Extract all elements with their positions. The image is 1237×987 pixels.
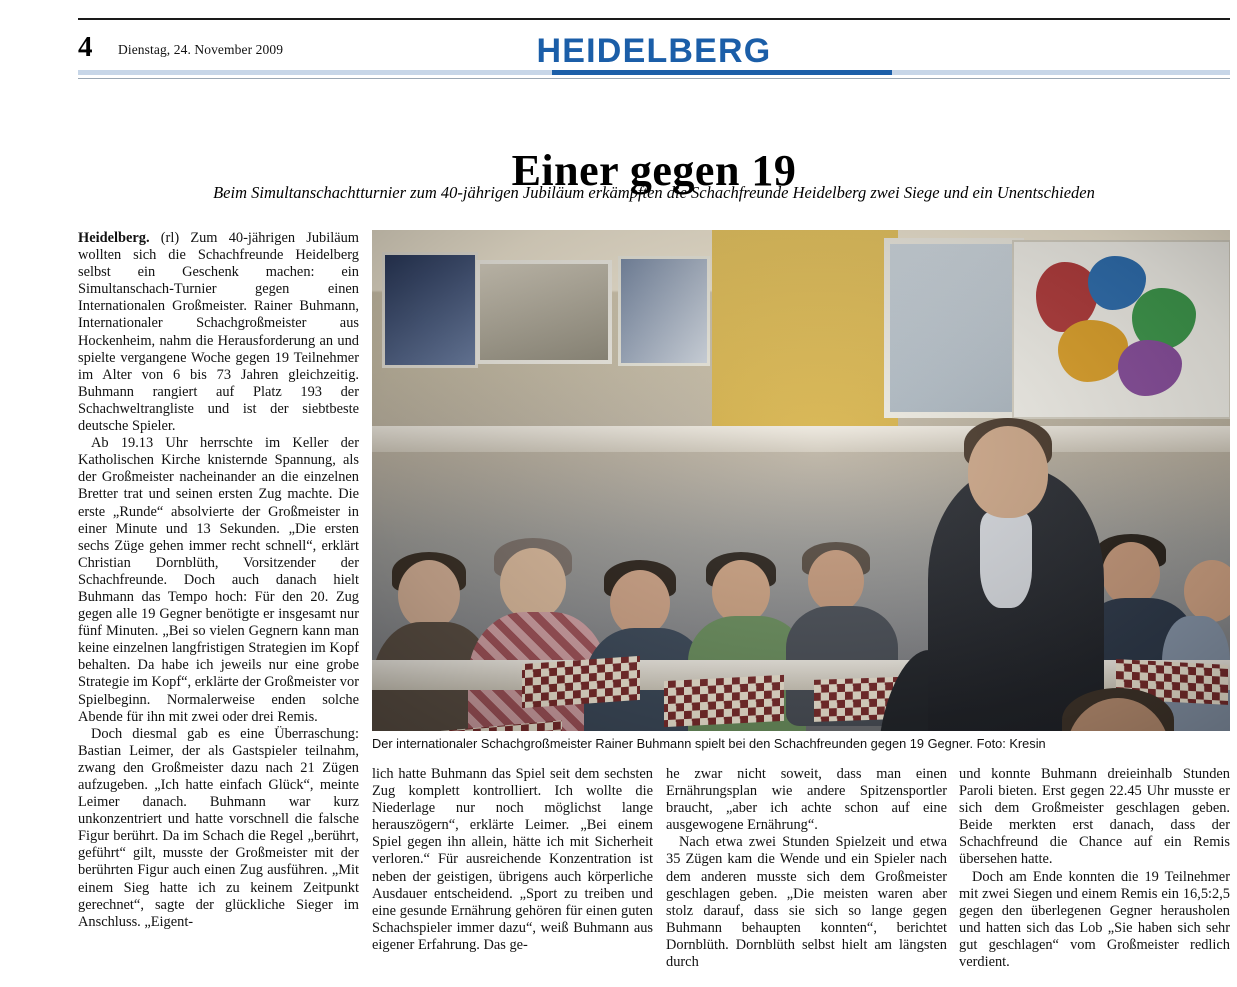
photo-caption: Der internationaler Schachgroßmeister Rainer Buhmann spielt bei den Schachfreunden gegen 19 Gegner. Foto: Kresin	[372, 736, 1046, 751]
photo-scene	[372, 230, 1230, 731]
paragraph: lich hatte Buhmann das Spiel seit dem sechsten Zug komplett kontrolliert. Ich wollte die Niederlage nur noch möglichst lange herauszögern“, erklärte Leimer. „Bei einem Spiel gegen ihn allein, hätte ich mit Sicherheit verloren.“ Für ausreichende Konzentration ist neben der geistigen, übrigens auch körperliche Ausdauer entscheidend. „Sport zu treiben und eine gesunde Ernährung gehören für einen guten Schachspieler immer dazu“, weiß Buhmann aus eigener Erfahrung. Das ge-	[372, 766, 653, 953]
photo-vignette	[372, 230, 1230, 731]
body-column-2	[372, 766, 653, 954]
masthead-hairline	[78, 78, 1230, 79]
issue-date: Dienstag, 24. November 2009	[118, 42, 284, 57]
paragraph: he zwar nicht soweit, dass man einen Ernährungsplan wie andere Spitzensportler braucht, „aber ich achte schon auf eine ausgewogene Ernährung“.	[666, 766, 947, 834]
paragraph: Ab 19.13 Uhr herrschte im Keller der Katholischen Kirche knisternde Spannung, als der Großmeister nacheinander an die einzelnen Bretter trat und seinen ersten Zug machte. Die erste „Runde“ absolvierte der Großmeister in einer Minute und 13 Sekunden. „Die ersten sechs Züge gehen immer recht schnell“, erklärt Christian Dornblüth, Vorsitzender der Schachfreunde. Doch auch danach hielt Buhmann das Tempo hoch: Für den 20. Zug gegen alle 19 Gegner benötigte er insgesamt nur fünf Minuten. „Bei so vielen Gegnern kann man keine einzelnen langfristigen Strategien im Kopf behalten. Da habe ich jeweils nur eine grobe Strategie im Kopf“, erklärte der Großmeister vor Spielbeginn. Normalerweise enden solche Abende für ihn mit zwei oder drei Remis.	[78, 435, 359, 725]
page-number: 4	[78, 31, 93, 63]
paragraph-text: (rl) Zum 40-jährigen Jubiläum wollten sich die Schachfreunde Heidelberg selbst ein Geschenk machen: ein Simultanschach-Turnier gegen einen Internationalen Großmeister. Rainer Buhmann, Internationaler Schachgroßmeister aus Hockenheim, nahm die Herausforderung an und spielte vergangene Woche gegen 19 Teilnehmer im Alter von 6 bis 73 Jahren gleichzeitig. Buhmann rangiert auf Platz 193 der Schachweltrangliste und ist der siebtbeste deutsche Spieler.	[78, 230, 359, 435]
masthead-rule-accent	[552, 70, 892, 75]
paragraph: Nach etwa zwei Stunden Spielzeit und etwa 35 Zügen kam die Wende und ein Spieler nach dem anderen musste sich dem Großmeister geschlagen geben. „Die meisten waren aber stolz darauf, dass sie sich so lange gegen Buhmann behaupten konnten“, berichtet Dornblüth. Dornblüth selbst hielt am längsten durch	[666, 834, 947, 971]
section-title: HEIDELBERG	[536, 32, 772, 70]
paragraph: und konnte Buhmann dreieinhalb Stunden Paroli bieten. Erst gegen 22.45 Uhr musste er sich dem Großmeister geschlagen geben. Beide merkten erst danach, dass der Schachfreund die Chance auf ein Remis übersehen hatte.	[959, 766, 1230, 868]
paragraph: Doch am Ende konnten die 19 Teilnehmer mit zwei Siegen und einem Remis ein 16,5:2,5 gegen den überlegenen Gegner herausholen und hatten sich das Lob „Sie haben sich sehr gut geschlagen“ vom Großmeister redlich verdient.	[959, 868, 1230, 971]
article-headline: Einer gegen 19	[511, 146, 797, 196]
paragraph	[78, 230, 359, 435]
body-column-3	[666, 766, 947, 971]
body-column-4	[959, 766, 1230, 971]
dateline: Heidelberg.	[78, 230, 150, 246]
body-column-1	[78, 230, 359, 931]
article-photo	[372, 230, 1230, 731]
article-subhead: Beim Simultanschachtturnier zum 40-jährigen Jubiläum erkämpften die Schachfreunde Heidelberg zwei Siege und ein Unentschieden	[213, 183, 1095, 202]
masthead	[78, 18, 1230, 74]
paragraph: Doch diesmal gab es eine Überraschung: Bastian Leimer, der als Gastspieler teilnahm, zwang den Großmeister dazu nach 21 Zügen aufzugeben. „Ich hatte einfach Glück“, meinte Leimer danach. Buhmann war kurz unkonzentriert und hatte vorschnell die falsche Figur berührt. Da im Schach die Regel „berührt, geführt“ gilt, musste der Großmeister mit der berührten Figur auch einen Zug ausführen. „Mit einem Sieg hatte ich zu keinem Zeitpunkt gerechnet“, sagte der glückliche Sieger im Anschluss. „Eigent-	[78, 725, 359, 930]
masthead-top-rule	[78, 18, 1230, 20]
masthead-bottom-rule	[78, 70, 1230, 75]
